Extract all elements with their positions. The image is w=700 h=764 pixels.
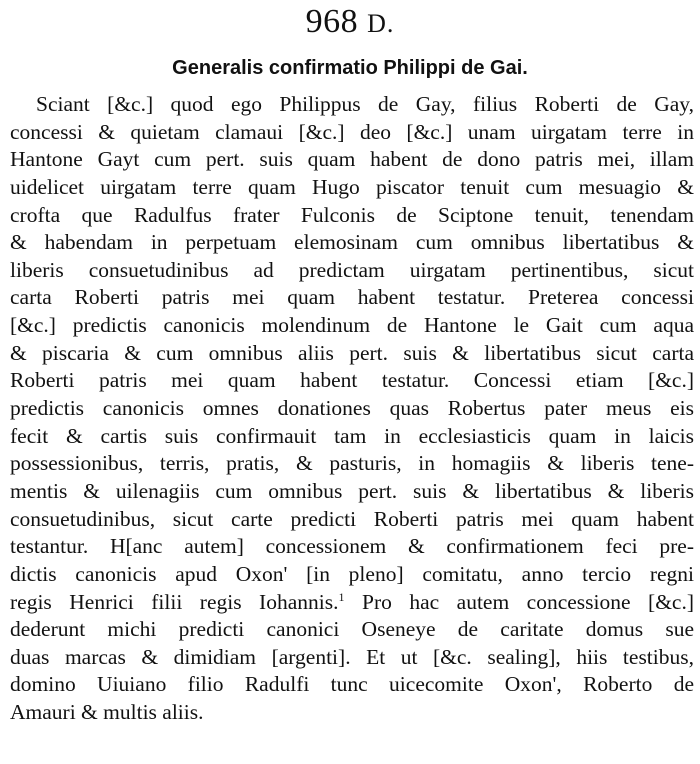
text-line: testantur. H[anc autem] concessionem & confirmationem feci pre-	[10, 534, 694, 559]
text-line: liberis consuetudinibus ad predictam uirgatam pertinentibus, sicut	[10, 257, 694, 282]
text-line: domino Uiuiano filio Radulfi tunc uicecomite Oxon', Roberto de	[10, 672, 694, 697]
text-line: & piscaria & cum omnibus aliis pert. suis & libertatibus sicut carta	[10, 340, 694, 365]
text-line: mentis & uilenagiis cum omnibus pert. suis & libertatibus & liberis	[10, 478, 694, 503]
text-line: uidelicet uirgatam terre quam Hugo piscator tenuit cum mesuagio &	[10, 174, 694, 199]
document-title: Generalis confirmatio Philippi de Gai.	[172, 57, 528, 79]
footnote-marker: 1	[338, 589, 345, 604]
text-line: dederunt michi predicti canonici Oseneye de caritate domus sue	[10, 617, 694, 642]
document-body	[10, 91, 694, 727]
text-line: crofta que Radulfus frater Fulconis de Sciptone tenuit, tenendam	[10, 202, 694, 227]
text-line: concessi & quietam clamaui [&c.] deo [&c.] unam uirgatam terre in	[10, 119, 694, 144]
document-number-suffix: D.	[367, 9, 395, 38]
document-number-value: 968	[305, 3, 359, 40]
text-line: possessionibus, terris, pratis, & pasturis, in homagiis & liberis tene-	[10, 451, 694, 476]
text-segment: Pro hac autem concessione [&c.]	[361, 589, 695, 614]
text-line: dictis canonicis apud Oxon' [in pleno] comitatu, anno tercio regni	[10, 561, 694, 586]
document-number	[0, 2, 700, 44]
text-line: Hantone Gayt cum pert. suis quam habent de dono patris mei, illam	[10, 147, 694, 172]
text-segment: regis Henrici filii regis Iohannis.	[10, 589, 339, 614]
text-line: Sciant [&c.] quod ego Philippus de Gay, filius Roberti de Gay,	[36, 92, 694, 116]
text-line: Roberti patris mei quam habent testatur. Concessi etiam [&c.]	[10, 368, 694, 393]
text-line: duas marcas & dimidiam [argenti]. Et ut [&c. sealing], hiis testibus,	[10, 644, 694, 669]
text-line: carta Roberti patris mei quam habent testatur. Preterea concessi	[10, 285, 694, 310]
text-line-with-footnote	[10, 589, 694, 617]
text-line: Amauri & multis aliis.	[10, 700, 204, 725]
text-line: consuetudinibus, sicut carte predicti Roberti patris mei quam habent	[10, 506, 694, 531]
text-line: [&c.] predictis canonicis molendinum de Hantone le Gait cum aqua	[10, 313, 694, 338]
text-line: fecit & cartis suis confirmauit tam in ecclesiasticis quam in laicis	[10, 423, 694, 448]
text-line: & habendam in perpetuam elemosinam cum omnibus libertatibus &	[10, 230, 694, 255]
text-line: predictis canonicis omnes donationes quas Robertus pater meus eis	[10, 396, 694, 421]
